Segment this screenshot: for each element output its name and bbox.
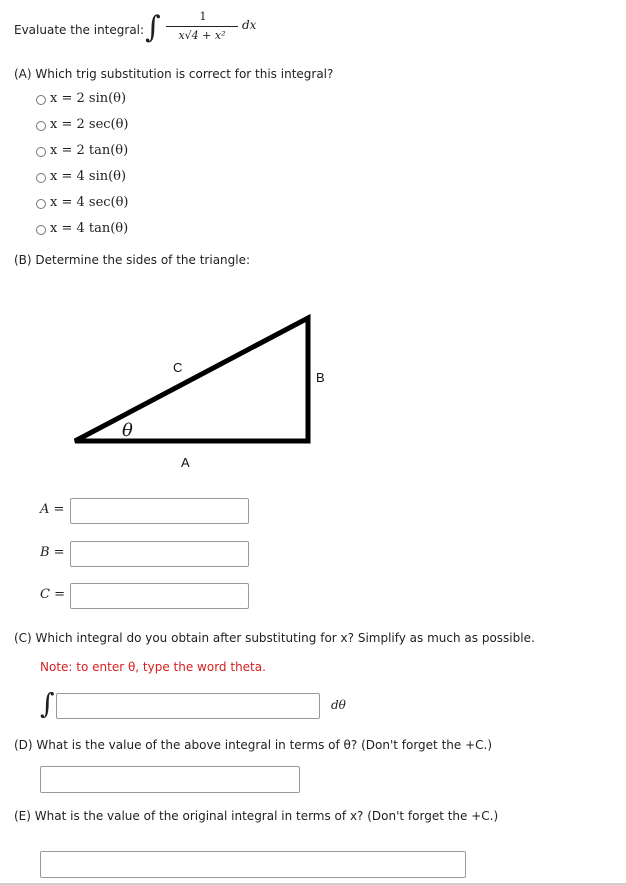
field-b-label: B = [40,545,65,560]
option-radio[interactable] [36,95,46,105]
part-c-differential: dθ [331,698,346,712]
field-b-input[interactable] [70,541,249,567]
triangle-angle-label: θ [122,420,133,441]
option-label[interactable]: x = 2 tan(θ) [50,143,129,158]
part-e-input[interactable] [40,851,466,878]
option-label[interactable]: x = 4 sec(θ) [50,195,129,210]
part-d-label: (D) What is the value of the above integral in terms of θ? (Don't forget the +C.) [14,738,493,752]
part-c-label: (C) Which integral do you obtain after substituting for x? Simplify as much as possible. [14,631,535,645]
triangle-diagram [60,305,340,480]
option-radio[interactable] [36,225,46,235]
field-c-input[interactable] [70,583,249,609]
part-e-label: (E) What is the value of the original integral in terms of x? (Don't forget the +C.) [14,809,499,823]
option-radio[interactable] [36,121,46,131]
option-label[interactable]: x = 4 sin(θ) [50,169,127,184]
option-radio[interactable] [36,147,46,157]
triangle-adj-label: A [181,455,190,470]
part-c-input[interactable] [56,693,320,719]
part-c-integral-sign: ∫ [40,687,55,720]
part-d-input[interactable] [40,766,300,793]
option-label[interactable]: x = 2 sin(θ) [50,91,127,106]
triangle-hyp-label: C [173,360,183,375]
fraction-bar [166,26,238,27]
option-label[interactable]: x = 4 tan(θ) [50,221,129,236]
part-c-note: Note: to enter θ, type the word theta. [40,660,266,674]
integrand-differential: dx [242,18,257,32]
part-a-label: (A) Which trig substitution is correct for this integral? [14,67,334,81]
option-radio[interactable] [36,199,46,209]
integral-sign: ∫ [145,10,161,45]
question-prompt: Evaluate the integral: [14,23,145,37]
field-a-label: A = [40,502,65,517]
part-b-label: (B) Determine the sides of the triangle: [14,253,251,267]
field-c-label: C = [40,587,65,602]
integrand-numerator: 1 [199,10,207,23]
field-a-input[interactable] [70,498,249,524]
triangle-opp-label: B [316,370,325,385]
option-label[interactable]: x = 2 sec(θ) [50,117,129,132]
integrand-denominator: x√4 + x² [178,29,226,42]
option-radio[interactable] [36,173,46,183]
